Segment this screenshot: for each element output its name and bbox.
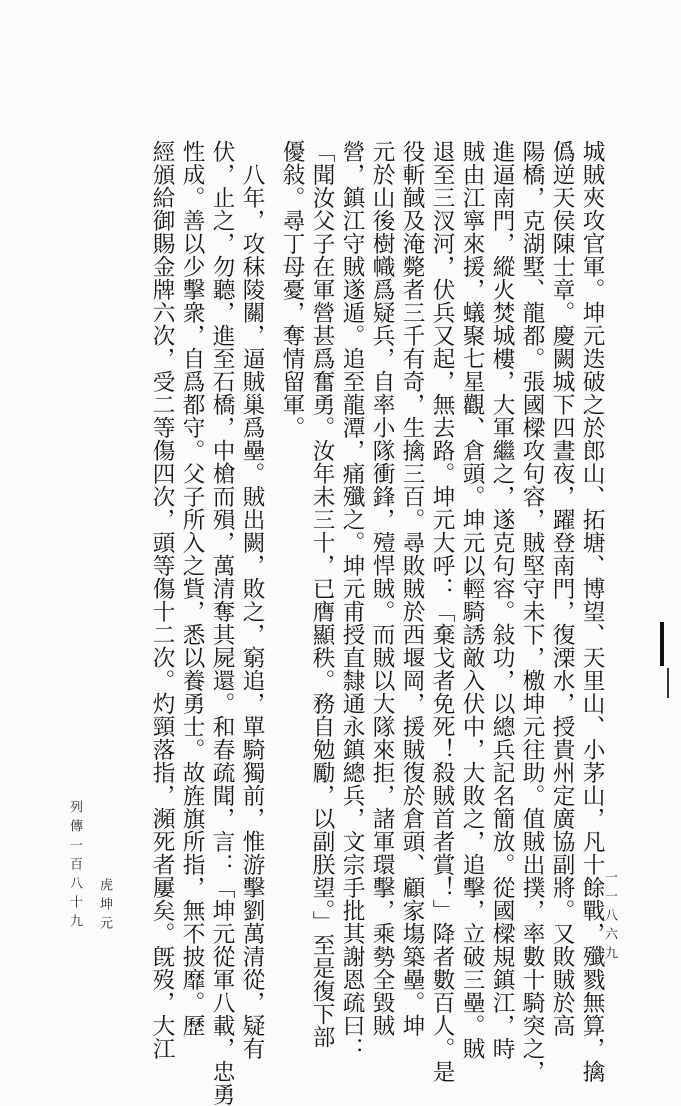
text-column: 僞逆天侯陳士章。慶闕城下四晝夜，躍登南門，復溧水，授貴州定廣協副將。又敗賊於高 — [549, 140, 575, 1037]
text-column: 進逼南門，縱火焚城樓，大軍繼之，遂克句容。敍功，以總兵記名簡放。從國樑規鎮江，時 — [489, 140, 515, 1060]
text-column: 城賊夾攻官軍。坤元迭破之於郎山、拓塘、博望、天里山、小茅山，凡十餘戰，殲戮無算，擒 — [579, 140, 605, 1083]
text-column: 「聞汝父子在軍營甚爲奮勇。汝年未三十，已膺顯秩。務自勉勵，以副朕望。」至是復下部 — [309, 140, 335, 1049]
text-column: 陽橋，克湖墅、龍都。張國樑攻句容，賊堅守未下，檄坤元往助。值賊出撲，率數十騎突之， — [519, 140, 545, 1083]
text-column: 性成。善以少擊衆，自爲都守。父子所入之貲，悉以養勇士。故旌旗所指，無不披靡。歷 — [179, 140, 205, 1037]
page-number: 一一八六九 — [602, 870, 617, 965]
text-column: 營，鎮江守賊遂遁。追至龍潭，痛殲之。坤元甫授直隸通永鎮總兵，文宗手批其謝恩疏曰： — [339, 140, 365, 1060]
section-label: 列傳一百八十九 — [67, 800, 82, 933]
scan-mark — [660, 622, 664, 666]
text-column: 賊由江寧來援，蟻聚七星觀、倉頭。坤元以輕騎誘敵入伏中，大敗之，追擊，立破三壘。賊 — [459, 140, 485, 1060]
scan-tick — [667, 668, 669, 698]
subject-name: 虎坤元 — [97, 878, 112, 935]
text-column: 退至三汊河，伏兵又起，無去路。坤元大呼：「棄戈者免死！殺賊首者賞！」降者數百人。是 — [429, 140, 455, 1083]
text-column: 八年，攻秣陵關，逼賊巢爲壘。賊出闕，敗之，窮追，單騎獨前，惟游擊劉萬清從，疑有 — [239, 140, 265, 1060]
text-column: 經頒給御賜金牌六次，受二等傷四次，頭等傷十二次。灼頸落指，瀕死者屢矣。旣歿，大江 — [149, 140, 175, 1060]
text-column: 伏，止之，勿聽，進至石橋，中槍而殞，萬清奪其屍還。和春疏聞，言：「坤元從軍八載，忠勇 — [209, 140, 235, 1106]
text-column: 役斬馘及淹斃者三千有奇，生擒三百。尋敗賊於西堰岡，援賊復於倉頭、顧家塲築壘。坤 — [399, 140, 425, 1037]
text-column: 元於山後樹幟爲疑兵，自率小隊衝鋒，殪悍賊。而賊以大隊來拒，諸軍環擊，乘勢全毀賊 — [369, 140, 395, 1037]
text-column: 優敍。尋丁母憂，奪情留軍。 — [279, 140, 305, 439]
